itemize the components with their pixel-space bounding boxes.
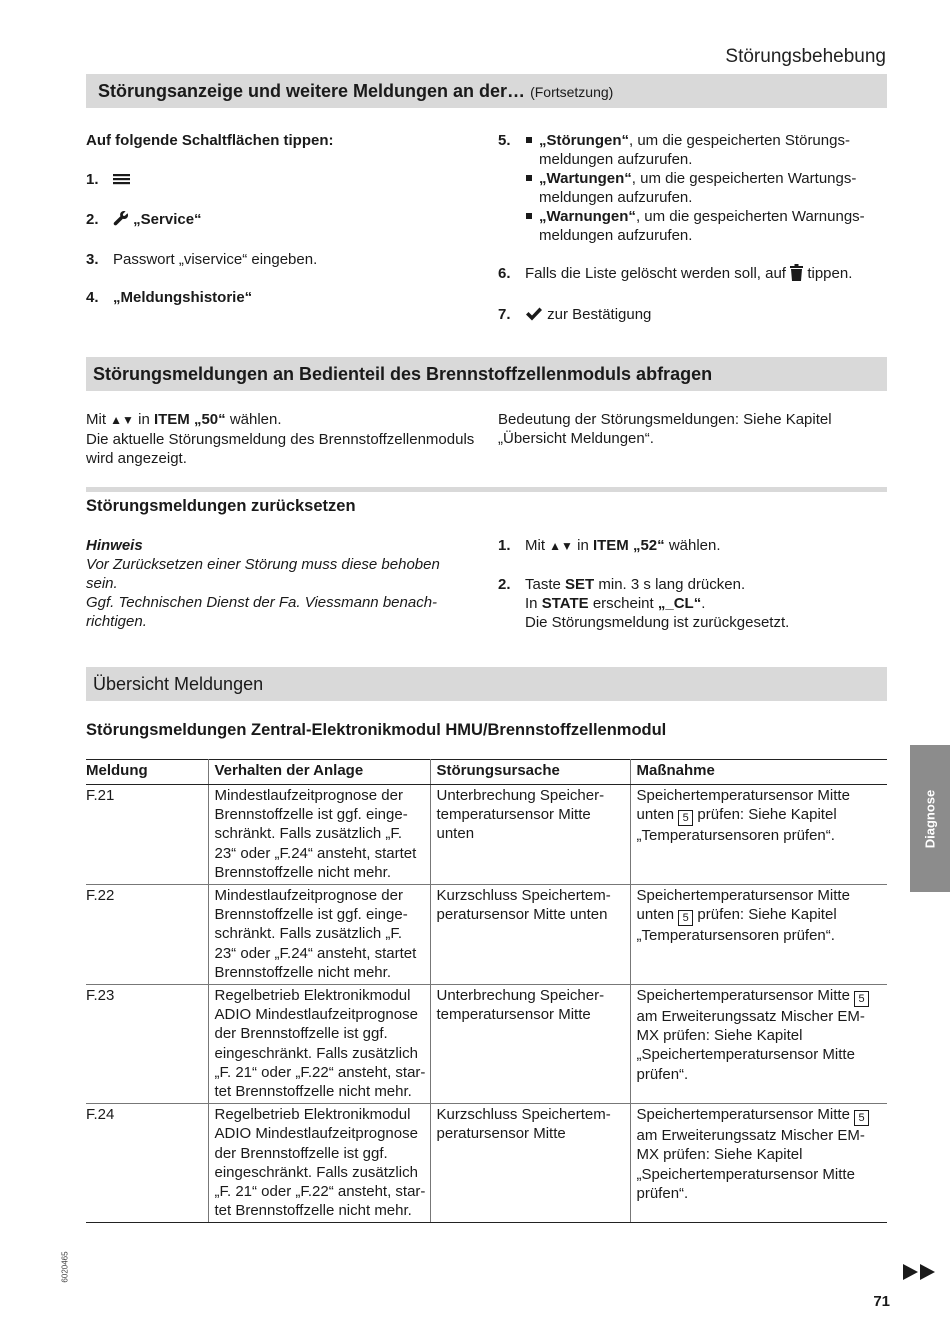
remedy-text: Speichertemperatursensor Mitte unten <box>636 787 850 824</box>
step-3 <box>86 250 476 269</box>
step-number: 2. <box>498 576 511 593</box>
table-row <box>86 785 887 885</box>
column-header: Störungsursache <box>430 760 630 785</box>
reset-step-2 <box>498 575 890 632</box>
trash-icon <box>790 264 803 286</box>
remedy <box>630 785 887 885</box>
step-4 <box>86 288 476 307</box>
bullet-maintenance <box>525 169 890 207</box>
step-number: 1. <box>86 171 99 188</box>
connector-number: 5 <box>678 810 693 826</box>
service-label: „Service“ <box>133 211 202 228</box>
bullet-text: , um die gespeicherten Störungsmeldungen aufzurufen. <box>539 132 850 168</box>
note-text: Ggf. Technischen Dienst der Fa. Viessmann benachrichtigen. <box>86 594 438 630</box>
step-1 <box>86 170 476 191</box>
step-number: 6. <box>498 265 511 282</box>
system-behavior: Regelbetrieb Elektronikmodul ADIO Mindestlaufzeitprognose der Brennstoffzelle ist ggf. eingeschränkt. Falls zusätzlich „F. 21“ oder „F.22“ ansteht, startet Brennstoffzelle nicht mehr. <box>208 1104 430 1223</box>
up-down-arrows-icon: ▲▼ <box>110 413 134 427</box>
step-text: tippen. <box>807 265 853 282</box>
step-number: 1. <box>498 537 511 554</box>
remedy-text: Speichertemperatursensor Mitte unten <box>636 887 850 924</box>
connector-number: 5 <box>854 991 869 1007</box>
text: in <box>577 537 589 554</box>
set-key: SET <box>565 576 595 593</box>
fault-cause: Kurzschluss Speichertemperatursensor Mitte <box>430 1104 630 1223</box>
section-title: Störungsanzeige und weitere Meldungen an der… <box>98 81 526 101</box>
text: erscheint <box>592 595 654 612</box>
section1-left-column <box>86 131 476 307</box>
bullet-bold: „Warnungen“ <box>539 208 636 225</box>
fault-cause: Kurzschluss Speichertemperatursensor Mitte unten <box>430 885 630 985</box>
note-text: Vor Zurücksetzen einer Störung muss diese behoben sein. <box>86 556 440 592</box>
chapter-tab-diagnose[interactable] <box>910 745 950 892</box>
fault-code: F.24 <box>86 1104 208 1223</box>
item-code: ITEM „52“ <box>592 537 665 554</box>
section-title: Störungsmeldungen an Bedienteil des Brennstoffzellenmoduls abfragen <box>93 364 713 384</box>
fault-code: F.23 <box>86 985 208 1104</box>
remedy <box>630 885 887 985</box>
connector-number: 5 <box>854 1110 869 1126</box>
step-number: 5. <box>498 132 511 149</box>
text: Taste <box>525 576 561 593</box>
column-header: Verhalten der Anlage <box>208 760 430 785</box>
page-number: 71 <box>873 1293 890 1310</box>
menu-icon <box>113 172 131 191</box>
step-text: zur Bestätigung <box>547 306 652 323</box>
remedy-text: Speichertemperatursensor Mitte <box>636 1106 850 1124</box>
section2-left-column <box>86 410 476 468</box>
item-code: ITEM „50“ <box>153 411 226 428</box>
cl-code: „_CL“ <box>657 595 702 612</box>
text: min. 3 s lang drücken. <box>598 576 746 593</box>
fault-messages-table <box>86 759 887 1223</box>
step-text: Passwort „viservice“ eingeben. <box>113 251 318 268</box>
bullet-bold: „Wartungen“ <box>539 170 632 187</box>
note-block <box>86 536 471 631</box>
up-down-arrows-icon: ▲▼ <box>549 539 573 553</box>
step-line: Die Störungsmeldung ist zurückgesetzt. <box>525 614 790 631</box>
remedy <box>630 1104 887 1223</box>
fault-cause: Unterbrechung Speichertemperatursensor Mitte <box>430 985 630 1104</box>
meaning-reference: Bedeutung der Störungsmeldungen: Siehe Kapitel „Übersicht Meldungen“. <box>498 411 832 447</box>
step-7 <box>498 305 890 327</box>
bullet-text: , um die gespeicherten Warnungsmeldungen aufzurufen. <box>539 208 865 244</box>
text: wählen. <box>229 411 282 428</box>
step-line <box>525 575 890 594</box>
current-fault-text: Die aktuelle Störungsmeldung des Brennstoffzellenmoduls wird angezeigt. <box>86 431 475 467</box>
section-bar-overview <box>86 667 887 701</box>
section-title: Übersicht Meldungen <box>93 674 264 694</box>
remedy-text: am Erweiterungssatz Mischer EM-MX prüfen: Siehe Kapitel „Speichertemperatursensor Mitte prüfen“. <box>636 1127 865 1202</box>
column-header: Meldung <box>86 760 208 785</box>
bullet-bold: „Störungen“ <box>539 132 629 149</box>
remedy-text: prüfen: Siehe Kapitel „Temperatursensoren prüfen“. <box>636 906 837 945</box>
system-behavior: Regelbetrieb Elektronikmodul ADIO Mindestlaufzeitprognose der Brennstoffzelle ist ggf. eingeschränkt. Falls zusätzlich „F. 21“ oder „F.22“ ansteht, startet Brennstoffzelle nicht mehr. <box>208 985 430 1104</box>
system-behavior: Mindestlaufzeitprognose der Brennstoffzelle ist ggf. eingeschränkt. Falls zusätzlich „F. 23“ oder „F.24“ ansteht, startet Brennstoffzelle nicht mehr. <box>208 885 430 985</box>
connector-number: 5 <box>678 910 693 926</box>
fault-code: F.22 <box>86 885 208 985</box>
fault-code: F.21 <box>86 785 208 885</box>
step-number: 2. <box>86 211 99 228</box>
fault-cause: Unterbrechung Speichertemperatursensor Mitte unten <box>430 785 630 885</box>
section-divider <box>86 487 887 492</box>
intro-text: Auf folgende Schaltflächen tippen: <box>86 132 334 149</box>
remedy-text: Speichertemperatursensor Mitte <box>636 987 850 1005</box>
select-item-instruction <box>86 410 476 430</box>
section-bar-query-faults <box>86 357 887 391</box>
reset-faults-heading: Störungsmeldungen zurücksetzen <box>86 497 356 515</box>
check-icon <box>525 306 543 327</box>
step-text: Falls die Liste gelöscht werden soll, auf <box>525 265 786 282</box>
chapter-tab-label: Diagnose <box>922 789 938 848</box>
column-header: Maßnahme <box>630 760 887 785</box>
text: wählen. <box>668 537 721 554</box>
note-title: Hinweis <box>86 537 143 554</box>
table-row <box>86 885 887 985</box>
step-number: 4. <box>86 289 99 306</box>
remedy-text: am Erweiterungssatz Mischer EM-MX prüfen: Siehe Kapitel „Speichertemperatursensor Mitte prüfen“. <box>636 1008 865 1083</box>
section1-right-column <box>498 131 890 327</box>
bullet-faults <box>525 131 890 169</box>
text: In <box>525 595 538 612</box>
system-behavior: Mindestlaufzeitprognose der Brennstoffzelle ist ggf. eingeschränkt. Falls zusätzlich „F. 23“ oder „F.24“ ansteht, startet Brennstoffzelle nicht mehr. <box>208 785 430 885</box>
reset-steps <box>498 536 890 632</box>
table-header-row <box>86 760 887 785</box>
bullet-warnings <box>525 207 890 245</box>
remedy-text: prüfen: Siehe Kapitel „Temperatursensoren prüfen“. <box>636 806 837 845</box>
remedy <box>630 985 887 1104</box>
wrench-icon <box>113 210 129 231</box>
text: . <box>701 595 706 612</box>
text: Mit <box>86 411 106 428</box>
text: in <box>138 411 150 428</box>
page-header-title: Störungsbehebung <box>725 46 886 67</box>
bullet-text: , um die gespeicherten Wartungsmeldungen aufzurufen. <box>539 170 857 206</box>
step-line <box>525 594 890 613</box>
text: Mit <box>525 537 545 554</box>
table-row <box>86 985 887 1104</box>
document-number-text: 6020465 <box>60 1251 70 1283</box>
state-label: STATE <box>541 595 589 612</box>
table-row <box>86 1104 887 1223</box>
document-number <box>50 1252 80 1282</box>
step-number: 7. <box>498 306 511 323</box>
step-6 <box>498 264 890 286</box>
step-5 <box>498 131 890 245</box>
step-number: 3. <box>86 251 99 268</box>
reset-step-1 <box>498 536 890 556</box>
section-bar-fault-display <box>86 74 887 108</box>
next-page-icon <box>903 1263 937 1281</box>
continuation-note: (Fortsetzung) <box>530 84 614 100</box>
section2-right-column <box>498 410 878 448</box>
table-heading: Störungsmeldungen Zentral-Elektronikmodul HMU/Brennstoffzellenmodul <box>86 721 667 739</box>
step-text: „Meldungshistorie“ <box>113 289 253 306</box>
step-2 <box>86 210 476 231</box>
